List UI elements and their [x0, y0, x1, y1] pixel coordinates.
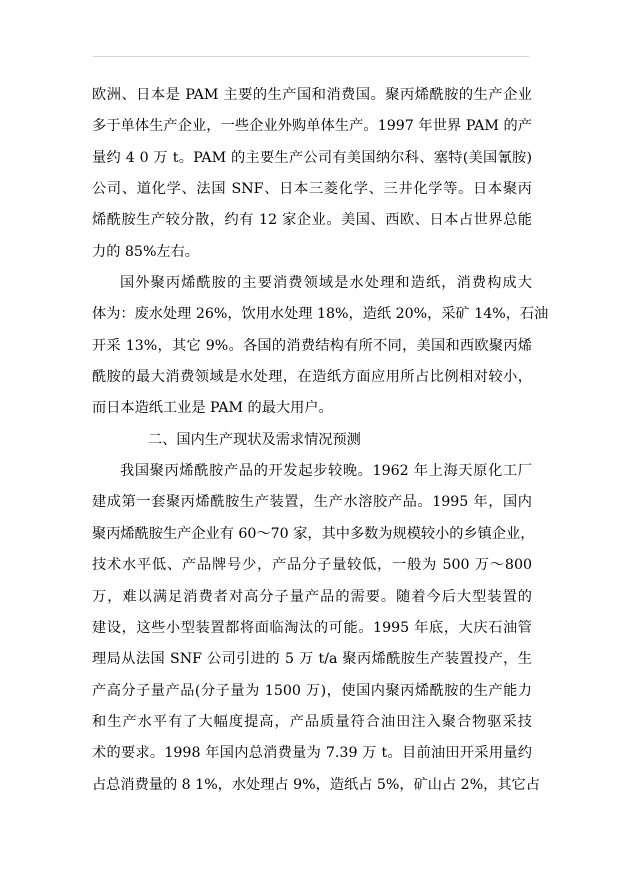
text-line: 公司、道化学、法国 SNF、日本三菱化学、三井化学等。日本聚丙: [92, 181, 532, 198]
text-line: 我国聚丙烯酰胺产品的开发起步较晚。1962 年上海天原化工厂: [120, 463, 532, 480]
paragraph-foreign-consumption: [92, 268, 549, 425]
paragraph-pam-producers: [92, 80, 532, 268]
paragraph-domestic-production: [92, 456, 540, 801]
section-heading: 二、国内生产现状及需求情况预测: [148, 431, 361, 448]
text-line: 国外聚丙烯酰胺的主要消费领域是水处理和造纸，消费构成大: [120, 275, 532, 292]
text-line: 量约 4 0 万 t。PAM 的主要生产公司有美国纳尔科、塞特(美国氰胺): [92, 149, 532, 166]
text-line: 多于单体生产企业，一些企业外购单体生产。1997 年世界 PAM 的产: [92, 118, 532, 135]
text-line: 烯酰胺生产较分散，约有 12 家企业。美国、西欧、日本占世界总能: [92, 212, 532, 229]
text-line: 体为：废水处理 26%，饮用水处理 18%，造纸 20%，采矿 14%，石油: [92, 306, 549, 323]
text-line: 万，难以满足消费者对高分子量产品的需要。随着今后大型装置的: [92, 588, 532, 605]
text-line: 建成第一套聚丙烯酰胺生产装置，生产水溶胶产品。1995 年，国内: [92, 494, 532, 511]
text-line: 和生产水平有了大幅度提高，产品质量符合油田注入聚合物驱采技: [92, 713, 532, 730]
text-line: 建设，这些小型装置都将面临淘汰的可能。1995 年底，大庆石油管: [92, 619, 532, 636]
header-rule: [93, 56, 529, 57]
text-line: 而日本造纸工业是 PAM 的最大用户。: [92, 400, 333, 417]
text-line: 产高分子量产品(分子量为 1500 万)，使国内聚丙烯酰胺的生产能力: [92, 682, 532, 699]
text-line: 欧洲、日本是 PAM 主要的生产国和消费国。聚丙烯酰胺的生产企业: [92, 87, 532, 103]
text-line: 酰胺的最大消费领域是水处理，在造纸方面应用所占比例相对较小，: [92, 369, 532, 386]
text-line: 技术水平低、产品牌号少，产品分子量较低，一般为 500 万～800: [92, 557, 532, 574]
text-line: 开采 13%，其它 9%。各国的消费结构有所不同，美国和西欧聚丙烯: [92, 337, 532, 354]
text-line: 占总消费量的 8 1%，水处理占 9%，造纸占 5%，矿山占 2%，其它占: [92, 776, 540, 793]
text-line: 力的 85%左右。: [92, 243, 199, 260]
text-line: 术的要求。1998 年国内总消费量为 7.39 万 t。目前油田开采用量约: [92, 745, 532, 762]
text-line: 理局从法国 SNF 公司引进的 5 万 t/a 聚丙烯酰胺生产装置投产，生: [92, 651, 532, 668]
text-line: 聚丙烯酰胺生产企业有 60～70 家，其中多数为规模较小的乡镇企业，: [92, 525, 535, 542]
document-body: [92, 80, 549, 801]
